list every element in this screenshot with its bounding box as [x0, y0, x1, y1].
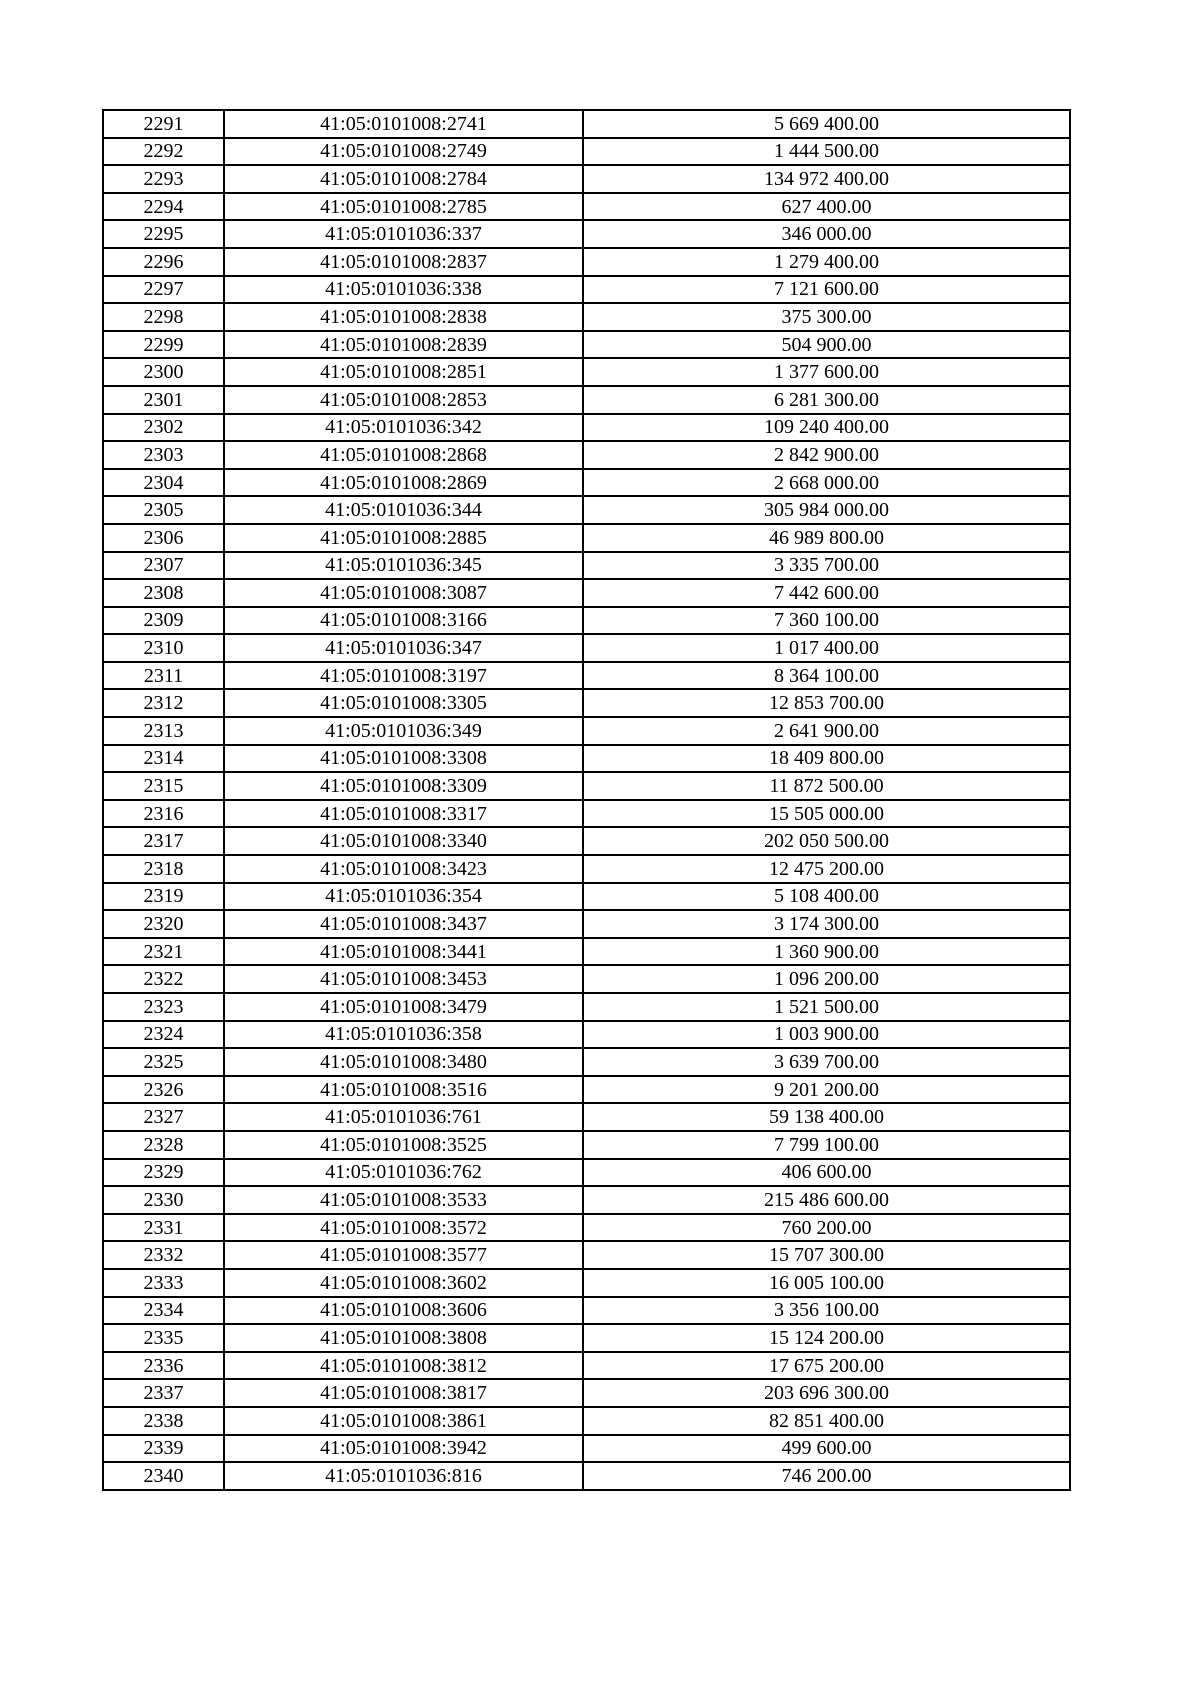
- cadastral-number-cell: 41:05:0101008:3423: [224, 855, 583, 883]
- cadastral-value-cell: 3 174 300.00: [583, 910, 1070, 938]
- table-row: [103, 993, 1070, 1021]
- cadastral-number-cell: 41:05:0101008:3437: [224, 910, 583, 938]
- cadastral-number-cell: 41:05:0101036:762: [224, 1159, 583, 1187]
- cadastral-number-cell: 41:05:0101008:3317: [224, 800, 583, 828]
- row-number-cell: 2325: [103, 1048, 224, 1076]
- row-number-cell: 2301: [103, 386, 224, 414]
- cadastral-value-cell: 215 486 600.00: [583, 1186, 1070, 1214]
- table-row: [103, 607, 1070, 635]
- row-number-cell: 2297: [103, 276, 224, 304]
- table-row: [103, 524, 1070, 552]
- row-number-cell: 2331: [103, 1214, 224, 1242]
- cadastral-value-cell: 82 851 400.00: [583, 1407, 1070, 1435]
- row-number-cell: 2323: [103, 993, 224, 1021]
- row-number-cell: 2324: [103, 1021, 224, 1049]
- table-row: [103, 441, 1070, 469]
- cadastral-number-cell: 41:05:0101008:3942: [224, 1435, 583, 1463]
- table-row: [103, 579, 1070, 607]
- cadastral-number-cell: 41:05:0101036:345: [224, 552, 583, 580]
- row-number-cell: 2333: [103, 1269, 224, 1297]
- row-number-cell: 2329: [103, 1159, 224, 1187]
- cadastral-number-cell: 41:05:0101008:3087: [224, 579, 583, 607]
- cadastral-value-cell: 499 600.00: [583, 1435, 1070, 1463]
- table-row: [103, 634, 1070, 662]
- row-number-cell: 2318: [103, 855, 224, 883]
- table-row: [103, 110, 1070, 138]
- cadastral-number-cell: 41:05:0101008:2868: [224, 441, 583, 469]
- table-row: [103, 1462, 1070, 1490]
- cadastral-value-cell: 202 050 500.00: [583, 827, 1070, 855]
- cadastral-number-cell: 41:05:0101008:3808: [224, 1324, 583, 1352]
- cadastral-value-cell: 7 442 600.00: [583, 579, 1070, 607]
- row-number-cell: 2317: [103, 827, 224, 855]
- row-number-cell: 2300: [103, 358, 224, 386]
- table-row: [103, 303, 1070, 331]
- cadastral-number-cell: 41:05:0101008:3861: [224, 1407, 583, 1435]
- cadastral-value-cell: 15 124 200.00: [583, 1324, 1070, 1352]
- cadastral-number-cell: 41:05:0101036:338: [224, 276, 583, 304]
- cadastral-number-cell: 41:05:0101008:3602: [224, 1269, 583, 1297]
- cadastral-value-cell: 5 669 400.00: [583, 110, 1070, 138]
- row-number-cell: 2304: [103, 469, 224, 497]
- cadastral-number-cell: 41:05:0101008:3479: [224, 993, 583, 1021]
- cadastral-number-cell: 41:05:0101036:816: [224, 1462, 583, 1490]
- cadastral-value-cell: 6 281 300.00: [583, 386, 1070, 414]
- cadastral-number-cell: 41:05:0101008:3308: [224, 745, 583, 773]
- cadastral-value-cell: 12 475 200.00: [583, 855, 1070, 883]
- table-row: [103, 1076, 1070, 1104]
- cadastral-value-cell: 3 356 100.00: [583, 1297, 1070, 1325]
- cadastral-number-cell: 41:05:0101008:2837: [224, 248, 583, 276]
- row-number-cell: 2332: [103, 1241, 224, 1269]
- table-row: [103, 552, 1070, 580]
- cadastral-number-cell: 41:05:0101036:354: [224, 883, 583, 911]
- cadastral-number-cell: 41:05:0101008:3166: [224, 607, 583, 635]
- table-row: [103, 165, 1070, 193]
- row-number-cell: 2334: [103, 1297, 224, 1325]
- row-number-cell: 2327: [103, 1103, 224, 1131]
- table-row: [103, 220, 1070, 248]
- cadastral-number-cell: 41:05:0101036:342: [224, 414, 583, 442]
- table-row: [103, 1159, 1070, 1187]
- cadastral-number-cell: 41:05:0101008:2749: [224, 138, 583, 166]
- row-number-cell: 2314: [103, 745, 224, 773]
- cadastral-value-cell: 16 005 100.00: [583, 1269, 1070, 1297]
- row-number-cell: 2313: [103, 717, 224, 745]
- table-row: [103, 386, 1070, 414]
- cadastral-number-cell: 41:05:0101036:358: [224, 1021, 583, 1049]
- cadastral-value-cell: 627 400.00: [583, 193, 1070, 221]
- cadastral-number-cell: 41:05:0101008:3309: [224, 772, 583, 800]
- row-number-cell: 2330: [103, 1186, 224, 1214]
- table-row: [103, 1297, 1070, 1325]
- cadastral-value-cell: 375 300.00: [583, 303, 1070, 331]
- cadastral-value-cell: 15 707 300.00: [583, 1241, 1070, 1269]
- table-row: [103, 358, 1070, 386]
- row-number-cell: 2335: [103, 1324, 224, 1352]
- table-row: [103, 1269, 1070, 1297]
- table-row: [103, 248, 1070, 276]
- row-number-cell: 2319: [103, 883, 224, 911]
- cadastral-number-cell: 41:05:0101008:3812: [224, 1352, 583, 1380]
- row-number-cell: 2306: [103, 524, 224, 552]
- cadastral-number-cell: 41:05:0101008:3533: [224, 1186, 583, 1214]
- row-number-cell: 2336: [103, 1352, 224, 1380]
- row-number-cell: 2302: [103, 414, 224, 442]
- table-row: [103, 1021, 1070, 1049]
- cadastral-number-cell: 41:05:0101008:2785: [224, 193, 583, 221]
- table-row: [103, 855, 1070, 883]
- table-row: [103, 1407, 1070, 1435]
- cadastral-value-cell: 1 444 500.00: [583, 138, 1070, 166]
- cadastral-number-cell: 41:05:0101008:3340: [224, 827, 583, 855]
- row-number-cell: 2338: [103, 1407, 224, 1435]
- cadastral-value-cell: 305 984 000.00: [583, 496, 1070, 524]
- cadastral-value-cell: 746 200.00: [583, 1462, 1070, 1490]
- table-row: [103, 1186, 1070, 1214]
- table-body: [103, 110, 1070, 1490]
- cadastral-value-cell: 1 377 600.00: [583, 358, 1070, 386]
- cadastral-number-cell: 41:05:0101008:2853: [224, 386, 583, 414]
- cadastral-number-cell: 41:05:0101008:2869: [224, 469, 583, 497]
- row-number-cell: 2311: [103, 662, 224, 690]
- table-row: [103, 1324, 1070, 1352]
- row-number-cell: 2307: [103, 552, 224, 580]
- cadastral-number-cell: 41:05:0101008:2851: [224, 358, 583, 386]
- row-number-cell: 2316: [103, 800, 224, 828]
- cadastral-number-cell: 41:05:0101008:3441: [224, 938, 583, 966]
- cadastral-value-cell: 18 409 800.00: [583, 745, 1070, 773]
- cadastral-number-cell: 41:05:0101008:3516: [224, 1076, 583, 1104]
- cadastral-number-cell: 41:05:0101008:2838: [224, 303, 583, 331]
- cadastral-value-cell: 9 201 200.00: [583, 1076, 1070, 1104]
- table-row: [103, 772, 1070, 800]
- cadastral-number-cell: 41:05:0101008:3453: [224, 965, 583, 993]
- cadastral-value-cell: 406 600.00: [583, 1159, 1070, 1187]
- cadastral-number-cell: 41:05:0101008:3197: [224, 662, 583, 690]
- row-number-cell: 2303: [103, 441, 224, 469]
- table-row: [103, 193, 1070, 221]
- cadastral-value-cell: 11 872 500.00: [583, 772, 1070, 800]
- table-row: [103, 1352, 1070, 1380]
- cadastral-value-cell: 46 989 800.00: [583, 524, 1070, 552]
- table-row: [103, 745, 1070, 773]
- cadastral-number-cell: 41:05:0101036:347: [224, 634, 583, 662]
- row-number-cell: 2320: [103, 910, 224, 938]
- cadastral-value-cell: 504 900.00: [583, 331, 1070, 359]
- cadastral-number-cell: 41:05:0101036:337: [224, 220, 583, 248]
- row-number-cell: 2291: [103, 110, 224, 138]
- table-row: [103, 414, 1070, 442]
- cadastral-value-cell: 7 360 100.00: [583, 607, 1070, 635]
- cadastral-value-cell: 8 364 100.00: [583, 662, 1070, 690]
- row-number-cell: 2296: [103, 248, 224, 276]
- table-row: [103, 827, 1070, 855]
- cadastral-value-cell: 1 096 200.00: [583, 965, 1070, 993]
- cadastral-number-cell: 41:05:0101008:3572: [224, 1214, 583, 1242]
- cadastral-number-cell: 41:05:0101036:349: [224, 717, 583, 745]
- table-row: [103, 883, 1070, 911]
- row-number-cell: 2337: [103, 1379, 224, 1407]
- row-number-cell: 2294: [103, 193, 224, 221]
- table-row: [103, 138, 1070, 166]
- cadastral-number-cell: 41:05:0101008:3305: [224, 689, 583, 717]
- cadastral-number-cell: 41:05:0101008:3606: [224, 1297, 583, 1325]
- cadastral-value-cell: 1 017 400.00: [583, 634, 1070, 662]
- table-row: [103, 1435, 1070, 1463]
- row-number-cell: 2310: [103, 634, 224, 662]
- row-number-cell: 2340: [103, 1462, 224, 1490]
- table-row: [103, 662, 1070, 690]
- cadastral-value-cell: 1 003 900.00: [583, 1021, 1070, 1049]
- cadastral-value-table: [102, 109, 1071, 1491]
- row-number-cell: 2315: [103, 772, 224, 800]
- cadastral-number-cell: 41:05:0101008:3577: [224, 1241, 583, 1269]
- table-row: [103, 276, 1070, 304]
- cadastral-value-cell: 1 279 400.00: [583, 248, 1070, 276]
- cadastral-value-cell: 760 200.00: [583, 1214, 1070, 1242]
- table-row: [103, 965, 1070, 993]
- table-row: [103, 469, 1070, 497]
- row-number-cell: 2322: [103, 965, 224, 993]
- cadastral-value-cell: 1 360 900.00: [583, 938, 1070, 966]
- row-number-cell: 2293: [103, 165, 224, 193]
- cadastral-number-cell: 41:05:0101008:3525: [224, 1131, 583, 1159]
- row-number-cell: 2298: [103, 303, 224, 331]
- row-number-cell: 2321: [103, 938, 224, 966]
- cadastral-value-cell: 59 138 400.00: [583, 1103, 1070, 1131]
- cadastral-number-cell: 41:05:0101008:2784: [224, 165, 583, 193]
- cadastral-value-cell: 17 675 200.00: [583, 1352, 1070, 1380]
- row-number-cell: 2339: [103, 1435, 224, 1463]
- cadastral-value-cell: 5 108 400.00: [583, 883, 1070, 911]
- row-number-cell: 2312: [103, 689, 224, 717]
- table-row: [103, 689, 1070, 717]
- cadastral-number-cell: 41:05:0101008:3480: [224, 1048, 583, 1076]
- table-row: [103, 800, 1070, 828]
- cadastral-value-cell: 15 505 000.00: [583, 800, 1070, 828]
- row-number-cell: 2328: [103, 1131, 224, 1159]
- cadastral-value-cell: 2 842 900.00: [583, 441, 1070, 469]
- cadastral-number-cell: 41:05:0101008:2839: [224, 331, 583, 359]
- table-row: [103, 1241, 1070, 1269]
- cadastral-value-cell: 7 799 100.00: [583, 1131, 1070, 1159]
- table-row: [103, 1103, 1070, 1131]
- row-number-cell: 2295: [103, 220, 224, 248]
- table-row: [103, 717, 1070, 745]
- cadastral-number-cell: 41:05:0101008:2741: [224, 110, 583, 138]
- cadastral-value-cell: 3 335 700.00: [583, 552, 1070, 580]
- row-number-cell: 2309: [103, 607, 224, 635]
- table-row: [103, 910, 1070, 938]
- table-row: [103, 1131, 1070, 1159]
- cadastral-value-cell: 3 639 700.00: [583, 1048, 1070, 1076]
- row-number-cell: 2292: [103, 138, 224, 166]
- row-number-cell: 2305: [103, 496, 224, 524]
- cadastral-number-cell: 41:05:0101036:344: [224, 496, 583, 524]
- table-row: [103, 1214, 1070, 1242]
- table-row: [103, 1379, 1070, 1407]
- cadastral-value-cell: 12 853 700.00: [583, 689, 1070, 717]
- cadastral-value-cell: 203 696 300.00: [583, 1379, 1070, 1407]
- row-number-cell: 2326: [103, 1076, 224, 1104]
- table-row: [103, 331, 1070, 359]
- cadastral-value-cell: 2 641 900.00: [583, 717, 1070, 745]
- cadastral-value-cell: 346 000.00: [583, 220, 1070, 248]
- cadastral-value-cell: 1 521 500.00: [583, 993, 1070, 1021]
- row-number-cell: 2308: [103, 579, 224, 607]
- cadastral-value-cell: 2 668 000.00: [583, 469, 1070, 497]
- cadastral-number-cell: 41:05:0101008:2885: [224, 524, 583, 552]
- cadastral-number-cell: 41:05:0101008:3817: [224, 1379, 583, 1407]
- cadastral-value-cell: 109 240 400.00: [583, 414, 1070, 442]
- table-row: [103, 496, 1070, 524]
- row-number-cell: 2299: [103, 331, 224, 359]
- cadastral-number-cell: 41:05:0101036:761: [224, 1103, 583, 1131]
- cadastral-value-cell: 7 121 600.00: [583, 276, 1070, 304]
- cadastral-value-cell: 134 972 400.00: [583, 165, 1070, 193]
- table-row: [103, 1048, 1070, 1076]
- table-row: [103, 938, 1070, 966]
